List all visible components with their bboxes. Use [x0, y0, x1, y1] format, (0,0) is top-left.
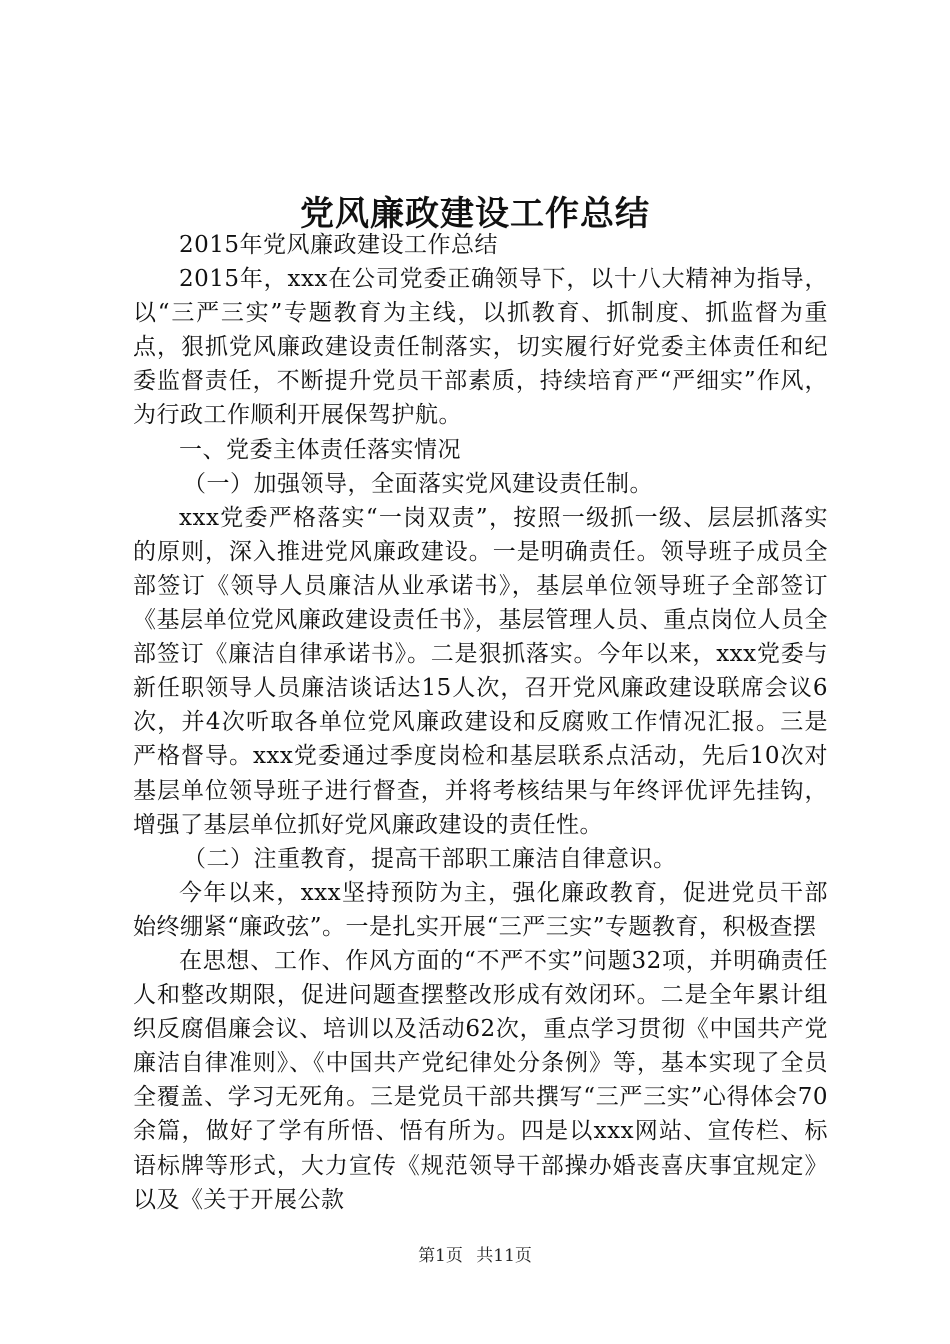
page-total: 共11页	[476, 1246, 532, 1266]
page-footer	[0, 1241, 950, 1266]
body-paragraph-3: 在思想、工作、作风方面的“不严不实”问题32项，并明确责任人和整改期限，促进问题查摆整改形成有效闭环。二是全年累计组织反腐倡廉会议、培训以及活动62次，重点学习贯彻《中国共产党廉洁自律准则》、《中国共产党纪律处分条例》等，基本实现了全员全覆盖、学习无死角。三是党员干部共撰写“三严三实”心得体会70余篇，做好了学有所悟、悟有所为。四是以xxx网站、宣传栏、标语标牌等形式，大力宣传《规范领导干部操办婚丧喜庆事宜规定》以及《关于开展公款	[133, 947, 828, 1213]
intro-paragraph: 2015年，xxx在公司党委正确领导下，以十八大精神为指导，以“三严三实”专题教育为主线，以抓教育、抓制度、抓监督为重点，狠抓党风廉政建设责任制落实，切实履行好党委主体责任和纪委监督责任，不断提升党员干部素质，持续培育严“严细实”作风，为行政工作顺利开展保驾护航。	[133, 266, 828, 429]
section-heading-1: 一、党委主体责任落实情况	[179, 436, 461, 463]
body-paragraph-1: xxx党委严格落实“一岗双责”，按照一级抓一级、层层抓落实的原则，深入推进党风廉政建设。一是明确责任。领导班子成员全部签订《领导人员廉洁从业承诺书》，基层单位领导班子全部签订《基层单位党风廉政建设责任书》，基层管理人员、重点岗位人员全部签订《廉洁自律承诺书》。二是狠抓落实。今年以来，xxx党委与新任职领导人员廉洁谈话达15人次，召开党风廉政建设联席会议6次，并4次听取各单位党风廉政建设和反腐败工作情况汇报。三是严格督导。xxx党委通过季度岗检和基层联系点活动，先后10次对基层单位领导班子进行督查，并将考核结果与年终评优评先挂钩，增强了基层单位抓好党风廉政建设的责任性。	[133, 504, 828, 838]
page-number: 第1页	[418, 1246, 463, 1266]
body-paragraph-2: 今年以来，xxx坚持预防为主，强化廉政教育，促进党员干部始终绷紧“廉政弦”。一是扎实开展“三严三实”专题教育，积极查摆	[133, 879, 828, 940]
subsection-heading-2: （二）注重教育，提高干部职工廉洁自律意识。	[183, 845, 677, 872]
document-body	[133, 228, 828, 1217]
subtitle-paragraph: 2015年党风廉政建设工作总结	[179, 232, 499, 258]
subsection-heading-1: （一）加强领导，全面落实党风建设责任制。	[183, 470, 653, 497]
document-title: 党风廉政建设工作总结	[300, 194, 650, 234]
